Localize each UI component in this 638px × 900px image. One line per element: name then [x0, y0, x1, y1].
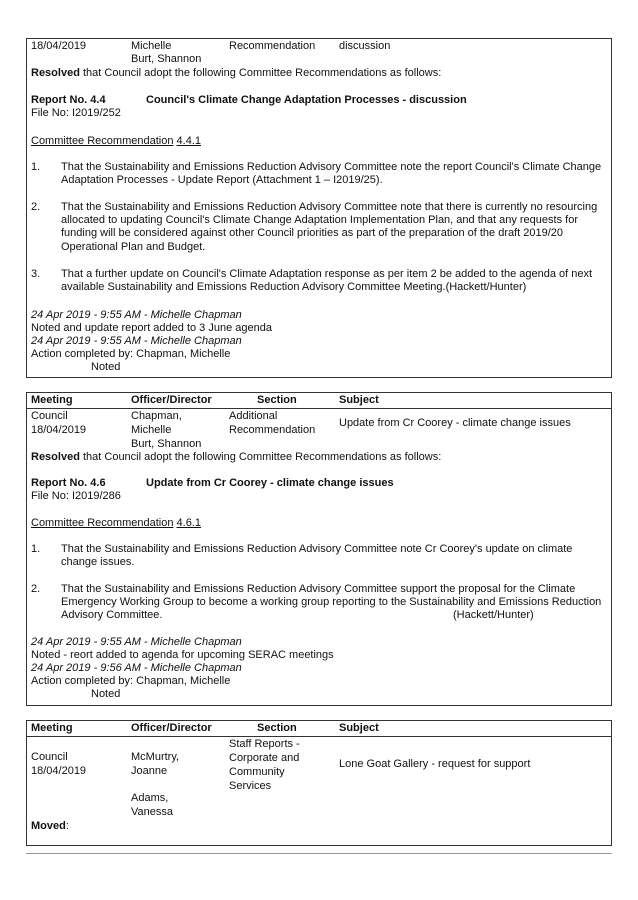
table-header — [27, 393, 611, 409]
header-meeting: Meeting — [31, 394, 73, 406]
header-section: Section — [257, 722, 297, 734]
officer-name-3: Burt, Shannon — [131, 438, 202, 450]
section-cell-2: Corporate and — [229, 752, 300, 764]
header-officer: Officer/Director — [131, 722, 212, 734]
item-number: 1. — [31, 161, 41, 173]
meeting-date: 18/04/2019 — [31, 765, 87, 777]
log-entry-header: 24 Apr 2019 - 9:55 AM - Michelle Chapman — [31, 335, 242, 347]
moved-colon: : — [65, 820, 69, 832]
noted-text: Noted — [91, 688, 121, 700]
table-header — [27, 721, 611, 737]
log-entry-header: 24 Apr 2019 - 9:55 AM - Michelle Chapman — [31, 636, 242, 648]
header-subject: Subject — [339, 722, 379, 734]
moved-label: Moved — [31, 820, 66, 832]
item-number: 2. — [31, 201, 41, 213]
subject-cell: Lone Goat Gallery - request for support — [339, 758, 531, 770]
log-entry-header: 24 Apr 2019 - 9:56 AM - Michelle Chapman — [31, 662, 242, 674]
committee-recommendation-label: Committee Recommendation — [31, 517, 174, 529]
header-subject: Subject — [339, 394, 379, 406]
log-entry-text: Noted and update report added to 3 June agenda — [31, 322, 272, 334]
committee-recommendation — [31, 135, 201, 148]
committee-recommendation-label: Committee Recommendation — [31, 135, 174, 147]
header-meeting: Meeting — [31, 722, 73, 734]
officer-name-2: Burt, Shannon — [131, 53, 202, 65]
report-title: Update from Cr Coorey - climate change issues — [146, 477, 394, 489]
recommendation-item: That the Sustainability and Emissions Reduction Advisory Committee note the report Council's Climate Change Adaptation Processes - Update Report (Attachment 1 – I2019/25). — [61, 161, 602, 187]
recommendation-item: That a further update on Council's Climate Adaptation response as per item 2 be added to the agenda of next available Sustainability and Emissions Reduction Advisory Committee Meeting.(Hackett/Hunter) — [61, 268, 593, 294]
section-cell-2: Recommendation — [229, 424, 316, 436]
item-number: 2. — [31, 583, 41, 595]
record-block-2 — [26, 392, 612, 706]
record-block-3 — [26, 720, 612, 846]
section-cell: Recommendation — [229, 40, 316, 52]
file-number: File No: I2019/252 — [31, 107, 121, 119]
committee-recommendation — [31, 517, 201, 530]
resolved-line — [31, 451, 441, 464]
resolved-text: that Council adopt the following Committee Recommendations as follows: — [79, 451, 442, 463]
officer-name: Michelle — [131, 40, 172, 52]
file-number: File No: I2019/286 — [31, 490, 121, 502]
resolved-text: that Council adopt the following Committee Recommendations as follows: — [79, 67, 442, 79]
resolved-label: Resolved — [31, 67, 80, 79]
moved-line — [31, 820, 69, 833]
committee-recommendation-number: 4.4.1 — [176, 135, 201, 147]
record-block-1 — [26, 38, 612, 378]
report-title: Council's Climate Change Adaptation Processes - discussion — [146, 94, 467, 106]
recommendation-item: That the Sustainability and Emissions Reduction Advisory Committee note Cr Coorey's update on climate change issues. — [61, 543, 573, 569]
meeting-date: 18/04/2019 — [31, 424, 87, 436]
item-number: 1. — [31, 543, 41, 555]
subject-cell: Update from Cr Coorey - climate change issues — [339, 417, 571, 429]
officer-name-2: Joanne — [131, 765, 168, 777]
noted-text: Noted — [91, 361, 121, 373]
committee-recommendation-number: 4.6.1 — [176, 517, 201, 529]
recommendation-item: That the Sustainability and Emissions Reduction Advisory Committee note that there is currently no resourcing allocated to updating Council's Climate Change Adaptation Implementation Plan, and that any requests for funding will be considered against other Council priorities as part of the preparation of the draft 2019/20 Operational Plan and Budget. — [61, 201, 598, 253]
action-completed: Action completed by: Chapman, Michelle — [31, 675, 231, 687]
section-cell-4: Services — [229, 780, 272, 792]
officer-name-extra-2: Vanessa — [131, 806, 173, 818]
action-completed: Action completed by: Chapman, Michelle — [31, 348, 231, 360]
log-entry-text: Noted - reort added to agenda for upcoming SERAC meetings — [31, 649, 334, 661]
item-number: 3. — [31, 268, 41, 280]
mover-text: (Hackett/Hunter) — [453, 609, 534, 621]
report-number: Report No. 4.4 — [31, 94, 106, 106]
recommendation-item: That the Sustainability and Emissions Reduction Advisory Committee support the proposal for the Climate Emergency Working Group to become a working group reporting to the Sustainability and Emissions Reduction Advisory Committee. — [61, 583, 602, 622]
officer-name: Chapman, — [131, 410, 182, 422]
officer-name: McMurtry, — [131, 751, 180, 763]
log-entry-header: 24 Apr 2019 - 9:55 AM - Michelle Chapman — [31, 309, 242, 321]
meeting-date: 18/04/2019 — [31, 40, 87, 52]
officer-name-extra: Adams, — [131, 792, 169, 804]
meeting-cell: Council — [31, 751, 68, 763]
resolved-line — [31, 67, 441, 80]
officer-name-2: Michelle — [131, 424, 172, 436]
header-officer: Officer/Director — [131, 394, 212, 406]
section-cell-3: Community — [229, 766, 285, 778]
section-cell: Additional — [229, 410, 278, 422]
section-cell: Staff Reports - — [229, 738, 300, 750]
subject-cell: discussion — [339, 40, 391, 52]
page-footer-divider — [26, 853, 612, 854]
meeting-cell: Council — [31, 410, 68, 422]
header-section: Section — [257, 394, 297, 406]
resolved-label: Resolved — [31, 451, 80, 463]
report-number: Report No. 4.6 — [31, 477, 106, 489]
